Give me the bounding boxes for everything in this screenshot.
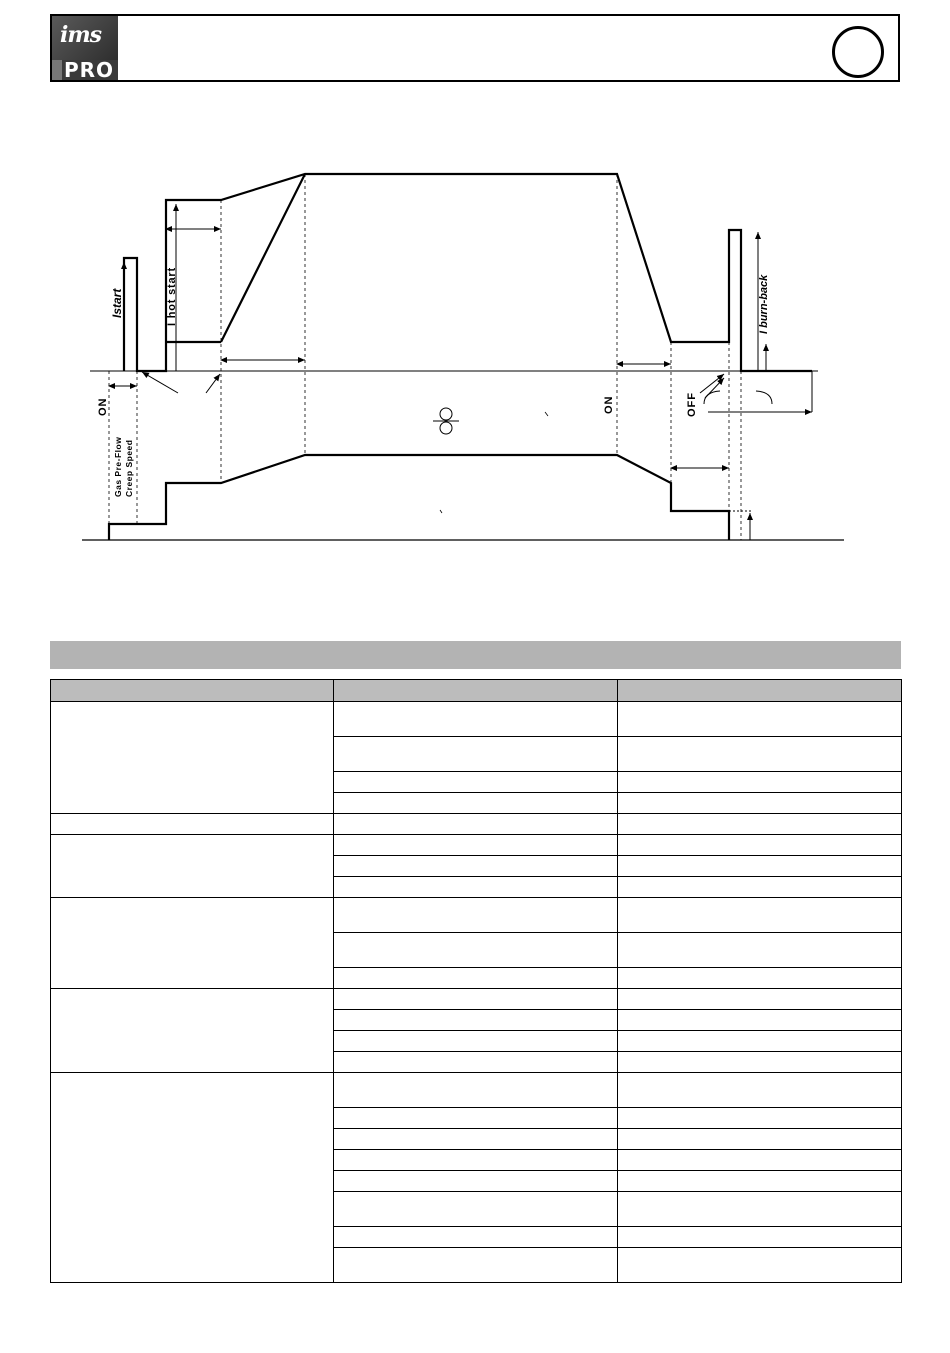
table-row — [51, 814, 902, 835]
group-cell — [51, 814, 334, 835]
table-row — [51, 898, 902, 933]
creep-speed-label: Creep Speed — [124, 439, 134, 497]
page-header — [50, 14, 900, 82]
section-heading-bar — [50, 641, 901, 669]
i-burn-back-label: I burn-back — [758, 274, 770, 334]
table-header-row — [51, 680, 902, 702]
table-header-cell — [334, 680, 618, 702]
logo-pro-text: PRO — [64, 58, 115, 82]
parameters-table — [50, 679, 902, 1283]
table-row — [51, 835, 902, 856]
table-row — [51, 702, 902, 737]
wire-feed-symbol-icon — [433, 408, 459, 434]
table-header-cell — [51, 680, 334, 702]
off-label: OFF — [686, 392, 698, 417]
on-left-label: ON — [97, 397, 109, 416]
welding-sequence-diagram — [0, 150, 950, 570]
gas-preflow-label: Gas Pre-Flow — [113, 436, 123, 497]
table-header-cell — [618, 680, 902, 702]
group-cell — [51, 835, 334, 898]
table-row — [51, 1073, 902, 1108]
istart-label: Istart — [110, 288, 124, 318]
page-circle-icon — [832, 26, 884, 78]
i-hot-start-label: I hot start — [166, 267, 178, 326]
logo-ims-text: ims — [60, 22, 102, 48]
table-row — [51, 989, 902, 1010]
on-right-label: ON — [603, 395, 615, 414]
ims-pro-logo — [52, 16, 118, 80]
current-profile-line — [124, 174, 812, 371]
wire-speed-profile-line — [109, 455, 729, 540]
hotstart-ramp-line — [221, 174, 305, 342]
group-cell — [51, 989, 334, 1073]
group-cell — [51, 702, 334, 814]
group-cell — [51, 898, 334, 989]
group-cell — [51, 1073, 334, 1283]
